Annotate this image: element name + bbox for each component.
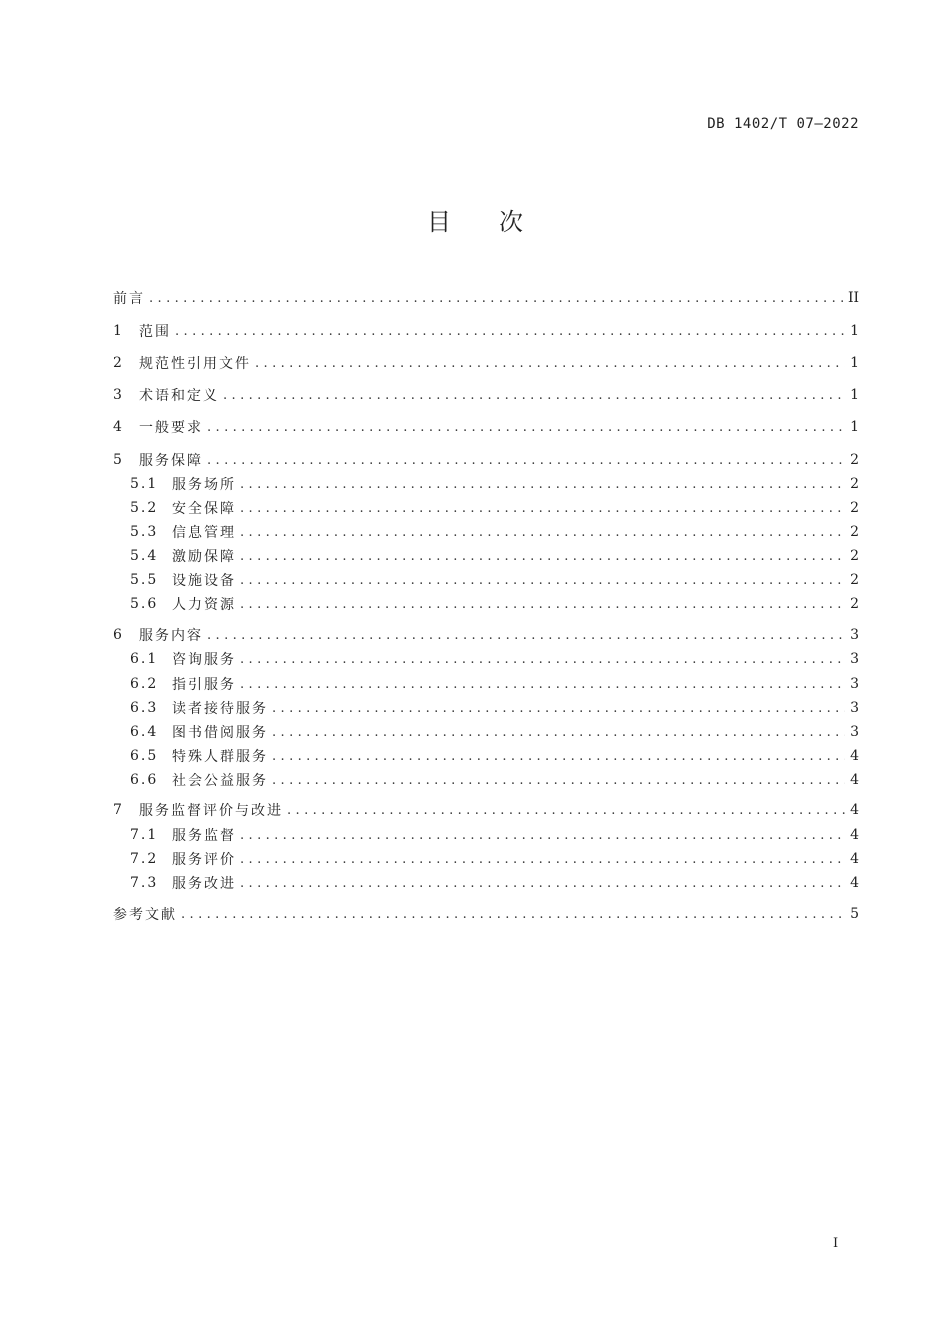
toc-entry[interactable] bbox=[113, 569, 859, 591]
toc-entry-number: 5.1 bbox=[130, 476, 159, 492]
toc-entry[interactable] bbox=[113, 745, 859, 767]
toc-entry-number: 5 bbox=[113, 452, 122, 468]
toc-entry-label: 激励保障 bbox=[172, 549, 236, 565]
toc-entry-number: 4 bbox=[113, 419, 122, 435]
toc-leader-dots bbox=[149, 291, 844, 306]
toc-entry[interactable] bbox=[113, 497, 859, 519]
toc-entry-label: 安全保障 bbox=[172, 501, 236, 517]
toc-entry-page: 4 bbox=[850, 802, 859, 818]
toc-entry-label: 服务监督 bbox=[172, 828, 236, 844]
toc-entry[interactable] bbox=[113, 903, 859, 925]
toc-entry-label: 术语和定义 bbox=[139, 388, 219, 404]
toc-entry-number: 6.1 bbox=[130, 651, 159, 667]
toc-entry[interactable] bbox=[113, 648, 859, 670]
toc-entry-label: 特殊人群服务 bbox=[172, 749, 268, 765]
toc-entry[interactable] bbox=[113, 697, 859, 719]
toc-entry-page: 4 bbox=[850, 875, 859, 891]
toc-entry[interactable] bbox=[113, 799, 859, 821]
toc-entry-number: 5.5 bbox=[130, 572, 159, 588]
toc-entry-label: 服务内容 bbox=[139, 628, 203, 644]
toc-leader-dots bbox=[240, 477, 845, 492]
toc-leader-dots bbox=[240, 852, 845, 867]
toc-entry[interactable] bbox=[113, 545, 859, 567]
toc-leader-dots bbox=[207, 420, 845, 435]
toc-entry-number: 2 bbox=[113, 355, 122, 371]
toc-leader-dots bbox=[240, 597, 845, 612]
toc-entry-page: 3 bbox=[850, 627, 859, 643]
toc-entry-number: 7.1 bbox=[130, 827, 159, 843]
toc-entry-label: 咨询服务 bbox=[172, 652, 236, 668]
toc-entry[interactable] bbox=[113, 872, 859, 894]
toc-entry-number: 6.3 bbox=[130, 700, 159, 716]
toc-entry[interactable] bbox=[113, 673, 859, 695]
toc-entry-label: 服务场所 bbox=[172, 477, 236, 493]
toc-leader-dots bbox=[181, 907, 845, 922]
toc-title: 目 次 bbox=[427, 208, 523, 236]
toc-entry-number: 6 bbox=[113, 627, 122, 643]
toc-entry[interactable] bbox=[113, 416, 859, 438]
toc-entry-number: 5.3 bbox=[130, 524, 159, 540]
toc-entry-label: 人力资源 bbox=[172, 597, 236, 613]
toc-entry-label: 前言 bbox=[113, 291, 145, 307]
toc-entry-page: 1 bbox=[850, 323, 859, 339]
toc-entry-number: 6.2 bbox=[130, 676, 159, 692]
toc-leader-dots bbox=[255, 356, 845, 371]
toc-entry-page: 1 bbox=[850, 387, 859, 403]
toc-leader-dots bbox=[240, 573, 845, 588]
toc-entry-label: 读者接待服务 bbox=[172, 701, 268, 717]
toc-entry[interactable] bbox=[113, 593, 859, 615]
toc-leader-dots bbox=[240, 501, 845, 516]
toc-entry-page: 2 bbox=[850, 476, 859, 492]
toc-leader-dots bbox=[272, 749, 845, 764]
toc-entry-number: 5.4 bbox=[130, 548, 159, 564]
toc-leader-dots bbox=[272, 725, 845, 740]
toc-entry-number: 6.6 bbox=[130, 772, 159, 788]
toc-entry-label: 服务保障 bbox=[139, 453, 203, 469]
toc-entry-label: 规范性引用文件 bbox=[139, 356, 251, 372]
toc-entry-page: 3 bbox=[850, 700, 859, 716]
toc-entry[interactable] bbox=[113, 287, 859, 309]
toc-entry-page: II bbox=[847, 290, 859, 306]
document-code: DB 1402/T 07—2022 bbox=[707, 116, 859, 132]
toc-entry-page: 2 bbox=[850, 452, 859, 468]
page-number-footer: I bbox=[833, 1236, 839, 1251]
toc-entry[interactable] bbox=[113, 449, 859, 471]
toc-entry[interactable] bbox=[113, 384, 859, 406]
toc-entry-label: 参考文献 bbox=[113, 907, 177, 923]
toc-entry-number: 7.2 bbox=[130, 851, 159, 867]
toc-entry-number: 7.3 bbox=[130, 875, 159, 891]
toc-entry-page: 4 bbox=[850, 748, 859, 764]
toc-entry-label: 一般要求 bbox=[139, 420, 203, 436]
toc-entry-label: 服务评价 bbox=[172, 852, 236, 868]
toc-leader-dots bbox=[272, 773, 845, 788]
toc-leader-dots bbox=[240, 525, 845, 540]
toc-leader-dots bbox=[240, 549, 845, 564]
toc-entry-page: 2 bbox=[850, 500, 859, 516]
toc-entry[interactable] bbox=[113, 352, 859, 374]
toc-entry-label: 信息管理 bbox=[172, 525, 236, 541]
toc-leader-dots bbox=[207, 628, 845, 643]
toc-entry[interactable] bbox=[113, 848, 859, 870]
toc-entry[interactable] bbox=[113, 320, 859, 342]
toc-leader-dots bbox=[223, 388, 845, 403]
toc-entry-number: 3 bbox=[113, 387, 122, 403]
toc-leader-dots bbox=[272, 701, 845, 716]
toc-leader-dots bbox=[240, 828, 845, 843]
toc-entry-label: 图书借阅服务 bbox=[172, 725, 268, 741]
toc-leader-dots bbox=[207, 453, 845, 468]
toc-entry[interactable] bbox=[113, 769, 859, 791]
toc-entry-page: 5 bbox=[850, 906, 859, 922]
toc-entry[interactable] bbox=[113, 624, 859, 646]
toc-leader-dots bbox=[240, 652, 845, 667]
toc-entry[interactable] bbox=[113, 824, 859, 846]
toc-entry-page: 3 bbox=[850, 724, 859, 740]
toc-entry-page: 3 bbox=[850, 651, 859, 667]
toc-entry-label: 服务改进 bbox=[172, 876, 236, 892]
toc-entry-label: 服务监督评价与改进 bbox=[139, 803, 283, 819]
toc-entry-page: 2 bbox=[850, 548, 859, 564]
toc-leader-dots bbox=[240, 677, 845, 692]
toc-entry[interactable] bbox=[113, 721, 859, 743]
toc-entry-page: 4 bbox=[850, 772, 859, 788]
toc-entry-page: 4 bbox=[850, 851, 859, 867]
toc-entry[interactable] bbox=[113, 521, 859, 543]
toc-entry-page: 1 bbox=[850, 419, 859, 435]
toc-entry-page: 2 bbox=[850, 596, 859, 612]
toc-entry-page: 3 bbox=[850, 676, 859, 692]
toc-entry-number: 1 bbox=[113, 323, 122, 339]
toc-entry-page: 1 bbox=[850, 355, 859, 371]
toc-leader-dots bbox=[240, 876, 845, 891]
toc-entry-page: 2 bbox=[850, 572, 859, 588]
toc-entry-label: 社会公益服务 bbox=[172, 773, 268, 789]
toc-entry[interactable] bbox=[113, 473, 859, 495]
toc-entry-number: 6.4 bbox=[130, 724, 159, 740]
toc-leader-dots bbox=[175, 324, 845, 339]
toc-entry-page: 4 bbox=[850, 827, 859, 843]
toc-entry-label: 设施设备 bbox=[172, 573, 236, 589]
toc-entry-number: 5.6 bbox=[130, 596, 159, 612]
toc-entry-number: 5.2 bbox=[130, 500, 159, 516]
toc-entry-number: 6.5 bbox=[130, 748, 159, 764]
toc-entry-number: 7 bbox=[113, 802, 122, 818]
toc-entry-label: 指引服务 bbox=[172, 677, 236, 693]
toc-entry-page: 2 bbox=[850, 524, 859, 540]
toc-entry-label: 范围 bbox=[139, 324, 171, 340]
toc-leader-dots bbox=[287, 803, 845, 818]
